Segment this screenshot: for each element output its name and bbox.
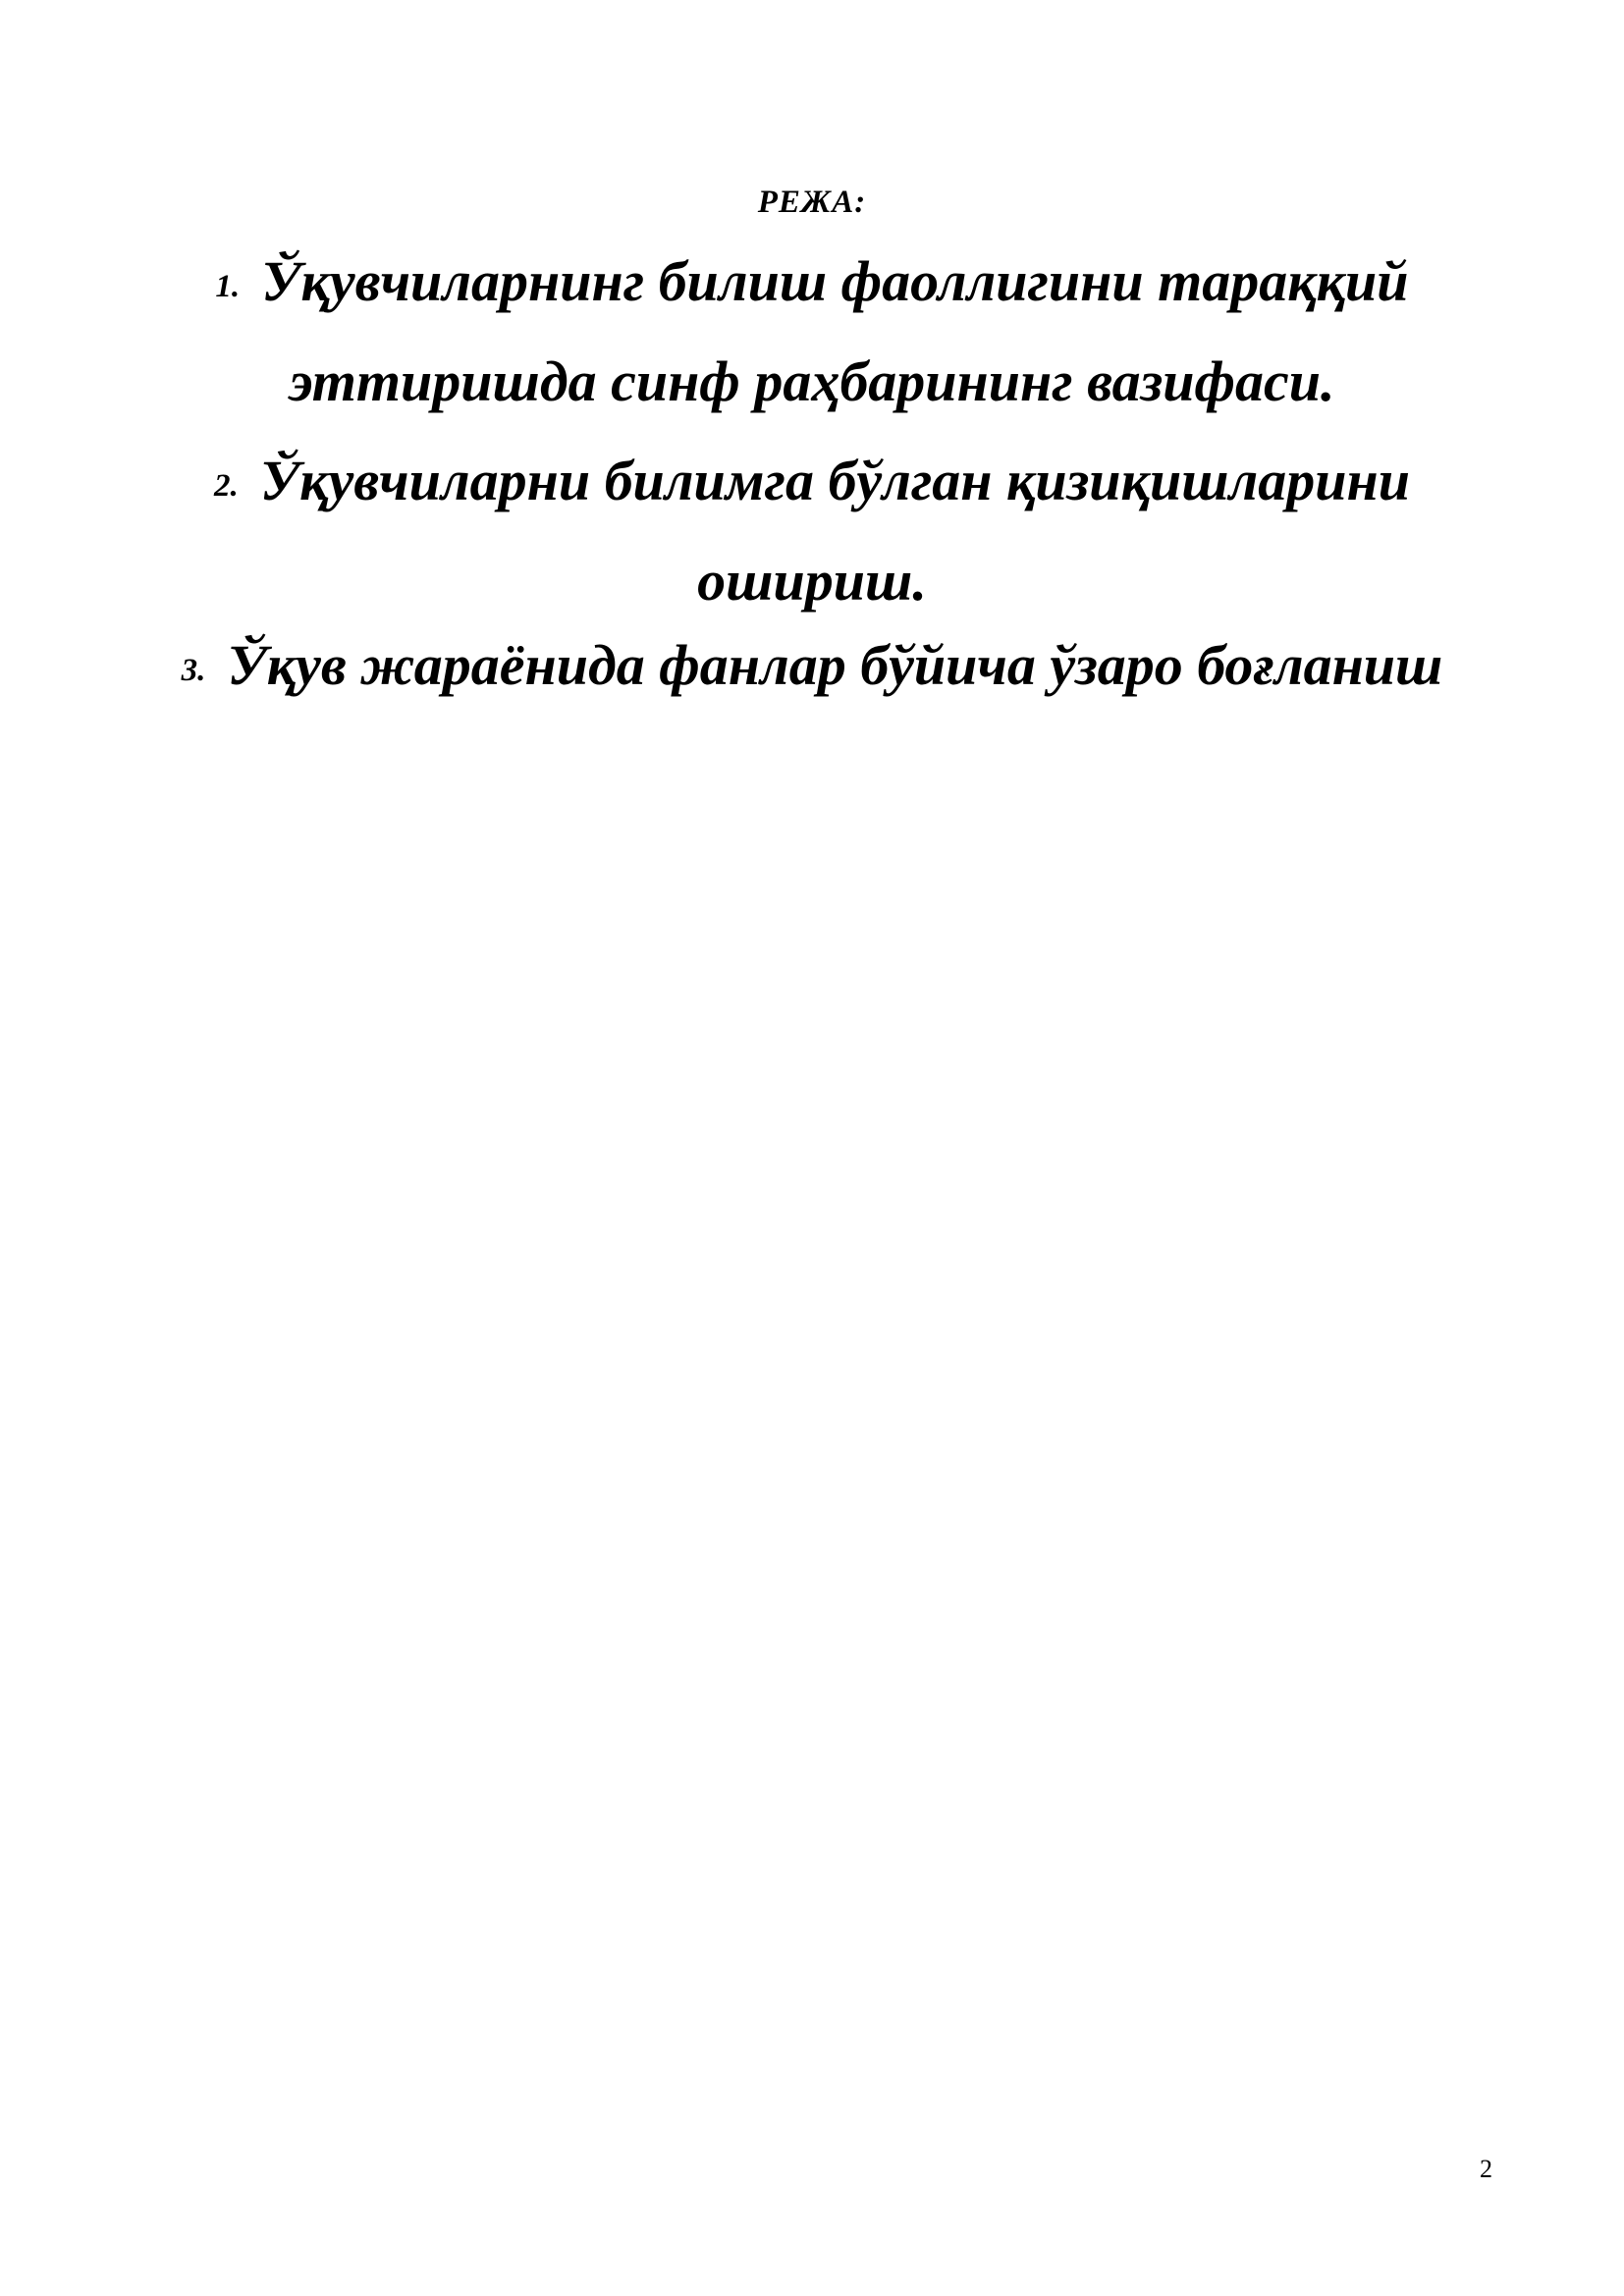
plan-item-1	[0, 247, 1624, 321]
plan-item-number: 2.	[214, 468, 239, 504]
plan-item-number: 3.	[181, 653, 206, 688]
plan-item-text-line1: Ўқувчиларни билимга бўлган қизиқишларини	[259, 449, 1410, 512]
plan-item-number: 1.	[215, 269, 241, 304]
page-number: 2	[1480, 2155, 1492, 2183]
plan-item-1-continuation	[0, 347, 1624, 416]
plan-item-2	[0, 447, 1624, 520]
plan-item-text-line1: Ўқув жараёнида фанлар бўйича ўзаро боғланиш	[227, 633, 1443, 697]
plan-item-3	[0, 631, 1624, 705]
plan-heading: РЕЖА:	[757, 185, 867, 220]
plan-item-text-line2: ошириш.	[697, 549, 927, 613]
plan-item-2-continuation	[0, 547, 1624, 615]
plan-item-text-line1: Ўқувчиларнинг билиш фаоллигини тараққий	[261, 249, 1409, 313]
plan-item-text-line2: эттиришда синф раҳбарининг вазифаси.	[289, 349, 1335, 413]
